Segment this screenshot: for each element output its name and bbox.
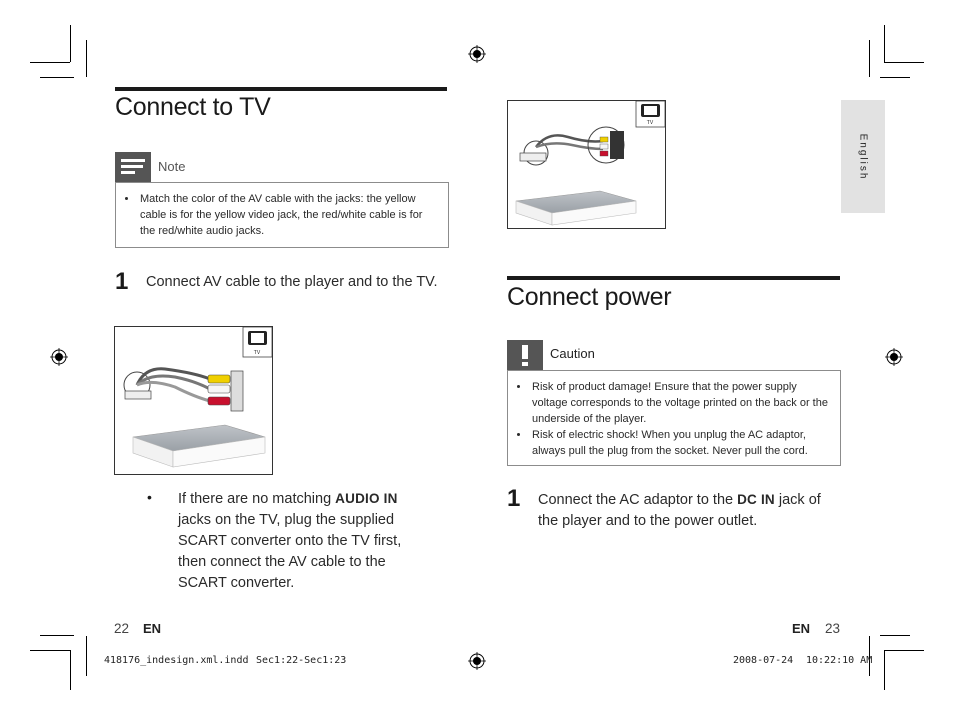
bullet-dot: • (147, 489, 152, 505)
caution-label: Caution (550, 346, 595, 361)
crop-mark (86, 40, 87, 77)
page-number-left: 22 (114, 621, 130, 636)
crop-mark (884, 25, 885, 62)
page-number-right: 23 (825, 621, 841, 636)
crop-mark (869, 40, 870, 77)
heading-rule (115, 87, 447, 91)
step-text: Connect AV cable to the player and to the TV. (146, 274, 438, 290)
av-connection-illustration (114, 326, 273, 475)
registration-mark-icon (885, 348, 903, 366)
note-box (115, 182, 449, 248)
crop-mark (30, 650, 70, 651)
crop-mark (884, 62, 924, 63)
step-text: Connect the AC adaptor to the DC IN jack of the player and to the power outlet. (538, 492, 821, 529)
crop-mark (880, 635, 910, 636)
tv-label: TV (253, 350, 261, 356)
step-number: 1 (507, 485, 521, 512)
crop-mark (880, 77, 910, 78)
crop-mark (884, 650, 885, 690)
registration-mark-icon (468, 45, 486, 63)
dc-in-strong: DC IN (737, 492, 775, 507)
crop-mark (70, 650, 71, 690)
caution-item: • Risk of product damage! Ensure that the power supply voltage corresponds to the voltage printed on the back or the underside of the player. (530, 379, 832, 427)
language-tab (841, 100, 885, 213)
audio-in-strong: AUDIO IN (335, 491, 398, 506)
crop-mark (40, 635, 74, 636)
crop-mark (40, 77, 74, 78)
note-icon (115, 152, 151, 182)
tv-label: TV (646, 120, 654, 126)
power-connection-illustration (507, 100, 666, 229)
slug-time: 10:22:10 AM (806, 655, 873, 666)
note-item: • Match the color of the AV cable with the jacks: the yellow cable is for the yellow video jack, the red/white cable is for the red/white audio jacks. (138, 191, 440, 239)
note-label: Note (158, 159, 186, 174)
caution-item: • Risk of electric shock! When you unplug the AC adaptor, always pull the plug from the socket. Never pull the cord. (530, 427, 832, 459)
slug-date: 2008-07-24 (733, 655, 794, 666)
lang-right: EN (792, 621, 811, 636)
registration-mark-icon (50, 348, 68, 366)
scart-bullet-text: If there are no matching AUDIO IN jacks on the TV, plug the supplied SCART converter onto the TV first, then connect the AV cable to the SCART converter. (178, 491, 402, 591)
crop-mark (884, 650, 924, 651)
caution-icon (507, 340, 543, 370)
slug-file: 418176_indesign.xml.indd (104, 655, 249, 666)
heading-rule (507, 276, 840, 280)
crop-mark (86, 636, 87, 676)
page-title-connect-tv: Connect to TV (115, 93, 271, 121)
crop-mark (70, 25, 71, 62)
crop-mark (30, 62, 70, 63)
page-title-connect-power: Connect power (507, 283, 672, 311)
registration-mark-icon (468, 652, 486, 670)
lang-left: EN (143, 621, 162, 636)
caution-box (507, 370, 841, 466)
step-number: 1 (115, 268, 129, 295)
language-tab-label: English (857, 133, 869, 180)
slug-section: Sec1:22-Sec1:23 (256, 655, 347, 666)
